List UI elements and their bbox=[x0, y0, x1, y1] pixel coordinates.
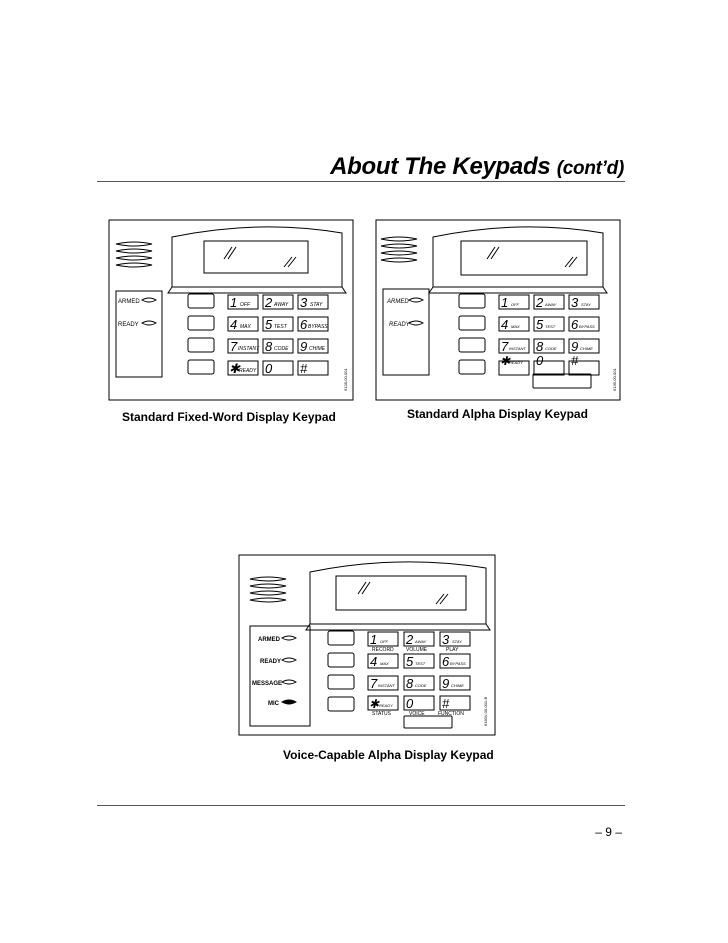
function-key-a bbox=[459, 294, 485, 308]
key-number: 1 bbox=[501, 295, 509, 310]
microphone-icon bbox=[282, 700, 296, 704]
key-number: 5 bbox=[265, 317, 273, 332]
function-key-b bbox=[459, 316, 485, 330]
long-key bbox=[404, 716, 452, 728]
function-key-a bbox=[328, 631, 354, 645]
bottom-rule bbox=[97, 805, 625, 806]
key-label: READY bbox=[239, 368, 257, 374]
function-key-c bbox=[188, 338, 214, 352]
key-label: OFF bbox=[240, 302, 250, 308]
key-number: 3 bbox=[442, 632, 450, 647]
function-key-c bbox=[459, 338, 485, 352]
key-number: ✱ bbox=[500, 354, 511, 368]
message-led-icon bbox=[282, 680, 296, 684]
key-number: 0 bbox=[536, 353, 544, 368]
speaker-grille-icon bbox=[250, 577, 286, 602]
key-label: READY bbox=[509, 360, 523, 365]
function-key-b bbox=[188, 316, 214, 330]
key-number: 0 bbox=[406, 696, 414, 711]
key-number: 4 bbox=[501, 317, 509, 332]
key-label: CHIME bbox=[580, 346, 593, 351]
key-label: BYPASS bbox=[579, 324, 595, 329]
key-label: OFF bbox=[511, 302, 519, 307]
key-label: OFF bbox=[380, 639, 388, 644]
armed-led-icon bbox=[409, 298, 423, 302]
key-number: 2 bbox=[406, 632, 414, 647]
key-label: AWAY bbox=[274, 302, 289, 308]
ready-led-icon bbox=[409, 321, 423, 325]
armed-led-icon bbox=[282, 636, 296, 640]
speaker-grille-icon bbox=[116, 242, 152, 267]
key-label: STAY bbox=[581, 302, 591, 307]
long-key bbox=[533, 374, 591, 388]
key-number: 8 bbox=[265, 339, 273, 354]
display-window bbox=[204, 241, 308, 273]
key-label: INSTANT bbox=[509, 346, 526, 351]
key-number: 2 bbox=[265, 295, 273, 310]
key-label: TEST bbox=[274, 324, 287, 330]
key-label: BYPASS bbox=[450, 661, 466, 666]
figure-id: 6160V-00-001-B bbox=[483, 696, 488, 726]
key-label: READY bbox=[379, 703, 393, 708]
title-suffix: (cont’d) bbox=[556, 158, 624, 179]
ready-label: READY bbox=[389, 322, 410, 328]
key-number: # bbox=[300, 361, 308, 376]
caption-fixed: Standard Fixed-Word Display Keypad bbox=[122, 410, 336, 424]
volume-label: VOLUME bbox=[406, 647, 428, 653]
title-main: About The Keypads bbox=[330, 153, 551, 180]
key-number: 9 bbox=[300, 339, 308, 354]
mic-label: MIC bbox=[268, 701, 279, 707]
page-title bbox=[330, 153, 624, 181]
key-number: 7 bbox=[230, 339, 238, 354]
function-key-d bbox=[188, 360, 214, 374]
armed-label: ARMED bbox=[387, 299, 409, 305]
ready-led-icon bbox=[142, 321, 156, 325]
fixed-word-keypad-figure bbox=[108, 219, 354, 401]
key-label: CODE bbox=[545, 346, 557, 351]
function-label: FUNCTION bbox=[438, 711, 464, 717]
key-number: 7 bbox=[370, 676, 378, 691]
key-number: 3 bbox=[300, 295, 308, 310]
ready-led-icon bbox=[282, 658, 296, 662]
key-number: 9 bbox=[442, 676, 450, 691]
key-number: 6 bbox=[571, 317, 579, 332]
speaker-grille-icon bbox=[381, 237, 417, 262]
key-label: CHIME bbox=[451, 683, 464, 688]
key-label: AWAY bbox=[545, 302, 557, 307]
key-number: 6 bbox=[442, 654, 450, 669]
function-key-a bbox=[188, 294, 214, 308]
figure-id: 6139-00-001 bbox=[612, 368, 617, 391]
key-number: 4 bbox=[230, 317, 238, 332]
ready-label: READY bbox=[118, 322, 139, 328]
caption-voice: Voice-Capable Alpha Display Keypad bbox=[283, 748, 494, 762]
key-label: CHIME bbox=[309, 346, 326, 352]
caption-alpha: Standard Alpha Display Keypad bbox=[407, 407, 588, 421]
key-label: INSTANT bbox=[238, 346, 260, 352]
key-number: 6 bbox=[300, 317, 308, 332]
key-number: ✱ bbox=[369, 697, 380, 711]
key-label: MAX bbox=[380, 661, 389, 666]
top-rule bbox=[97, 181, 625, 182]
key-number: 5 bbox=[406, 654, 414, 669]
display-window bbox=[336, 576, 466, 610]
key-number: 3 bbox=[571, 295, 579, 310]
play-label: PLAY bbox=[446, 647, 459, 653]
figure-id: 6128-00-001 bbox=[343, 368, 348, 391]
function-key-b bbox=[328, 653, 354, 667]
alpha-keypad-figure bbox=[375, 219, 621, 401]
key-label: CODE bbox=[415, 683, 427, 688]
key-number: ✱ bbox=[229, 361, 240, 376]
display-bezel bbox=[433, 227, 603, 287]
key-label: TEST bbox=[545, 324, 556, 329]
ready-label: READY bbox=[260, 659, 282, 665]
voice-label: VOICE bbox=[409, 711, 425, 717]
key-label: AWAY bbox=[415, 639, 427, 644]
key-label: INSTANT bbox=[378, 683, 395, 688]
message-label: MESSAGE bbox=[252, 681, 283, 687]
key-number: 2 bbox=[536, 295, 544, 310]
key-number: 7 bbox=[501, 339, 509, 354]
key-label: BYPASS bbox=[308, 324, 328, 330]
armed-label: ARMED bbox=[258, 637, 280, 643]
function-key-c bbox=[328, 675, 354, 689]
key-label: MAX bbox=[240, 324, 251, 330]
key-number: 9 bbox=[571, 339, 579, 354]
armed-led-icon bbox=[142, 298, 156, 302]
function-key-d bbox=[328, 697, 354, 711]
voice-keypad-figure bbox=[238, 554, 496, 736]
key-label: STAY bbox=[310, 302, 323, 308]
display-window bbox=[461, 241, 587, 275]
page-number: – 9 – bbox=[595, 825, 622, 839]
key-number: 8 bbox=[406, 676, 414, 691]
key-label: TEST bbox=[415, 661, 426, 666]
key-number: 0 bbox=[265, 361, 273, 376]
record-label: RECORD bbox=[372, 647, 394, 653]
key-number: # bbox=[442, 696, 450, 711]
armed-label: ARMED bbox=[118, 299, 140, 305]
key-number: 5 bbox=[536, 317, 544, 332]
key-label: CODE bbox=[274, 346, 289, 352]
keypad-housing bbox=[239, 555, 495, 735]
key-number: # bbox=[571, 353, 579, 368]
status-label: STATUS bbox=[372, 711, 391, 717]
key-number: 4 bbox=[370, 654, 378, 669]
key-number: 8 bbox=[536, 339, 544, 354]
key-number: 1 bbox=[370, 632, 378, 647]
key-number: 1 bbox=[230, 295, 238, 310]
display-bezel bbox=[172, 227, 342, 287]
key-label: STAY bbox=[452, 639, 462, 644]
function-key-d bbox=[459, 360, 485, 374]
key-label: MAX bbox=[511, 324, 520, 329]
